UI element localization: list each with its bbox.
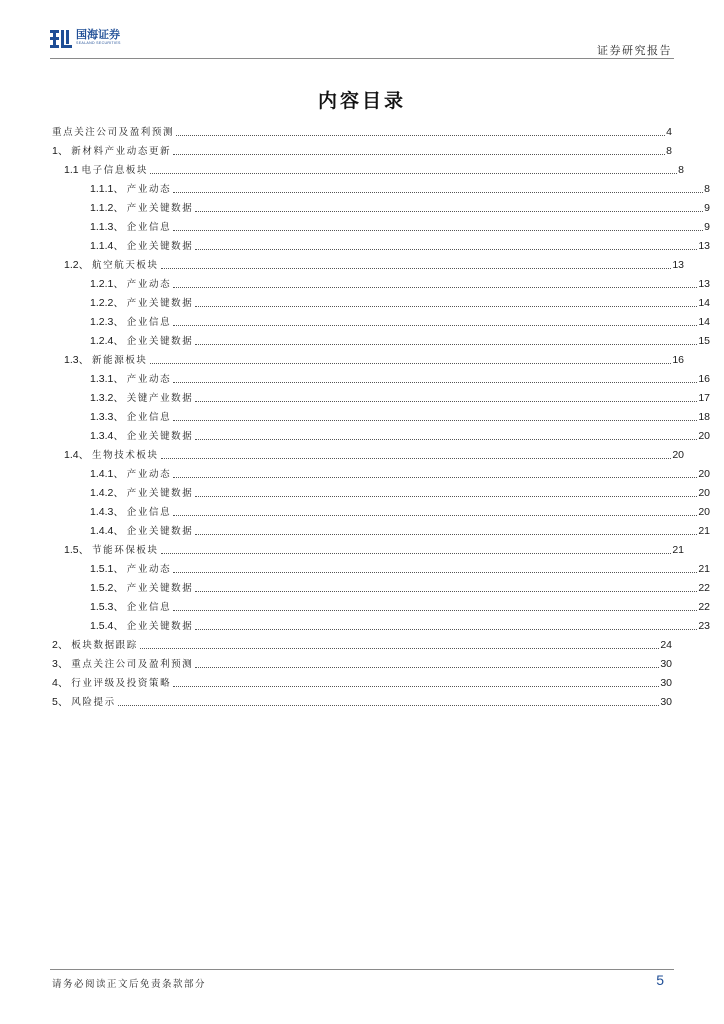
- toc-entry-title: 新材料产业动态更新: [71, 146, 172, 157]
- toc-entry-number: 1.2.3、: [90, 316, 127, 328]
- toc-entry-page: 9: [704, 221, 710, 233]
- toc-title: 内容目录: [317, 90, 406, 112]
- toc-entry-page: 14: [698, 316, 710, 328]
- toc-dot-leader: [173, 192, 703, 193]
- toc-entry[interactable]: [52, 158, 684, 177]
- toc-entry[interactable]: [52, 538, 684, 557]
- toc-entry-title: 产业关键数据: [126, 583, 194, 594]
- toc-entry-title: 企业信息: [126, 317, 172, 328]
- toc-entry-title: 企业关键数据: [126, 621, 194, 632]
- toc-entry[interactable]: [52, 196, 710, 215]
- toc-entry-title: 产业关键数据: [126, 203, 194, 214]
- toc-entry-title: 企业信息: [126, 222, 172, 233]
- company-logo: [50, 29, 121, 49]
- toc-dot-leader: [195, 306, 697, 307]
- toc-entry-page: 21: [698, 563, 710, 575]
- toc-entry-number: 1.5.1、: [90, 563, 127, 575]
- toc-dot-leader: [173, 610, 697, 611]
- toc-dot-leader: [150, 363, 672, 364]
- toc-entry[interactable]: [52, 500, 710, 519]
- toc-dot-leader: [161, 268, 672, 269]
- toc-entry[interactable]: [52, 215, 710, 234]
- page-number: 5: [656, 972, 664, 988]
- toc-entry-title: 重点关注公司及盈利预测: [52, 127, 175, 138]
- toc-entry-page: 9: [704, 202, 710, 214]
- toc-entry-number: 1.4.3、: [90, 506, 127, 518]
- toc-entry-number: 2、: [52, 639, 72, 651]
- toc-entry-number: 1.3.2、: [90, 392, 127, 404]
- toc-entry-number: 1.2.4、: [90, 335, 127, 347]
- toc-entry-title: 产业动态: [126, 279, 172, 290]
- toc-dot-leader: [195, 211, 703, 212]
- toc-dot-leader: [173, 230, 703, 231]
- footer-divider: [50, 969, 674, 970]
- toc-entry-page: 30: [660, 677, 672, 689]
- toc-entry[interactable]: [52, 481, 710, 500]
- toc-entry[interactable]: [52, 690, 672, 709]
- toc-entry-number: 1.5.2、: [90, 582, 127, 594]
- toc-entry-page: 20: [672, 449, 684, 461]
- toc-entry-title: 重点关注公司及盈利预测: [71, 659, 194, 670]
- toc-dot-leader: [173, 515, 697, 516]
- toc-entry-page: 30: [660, 696, 672, 708]
- toc-entry[interactable]: [52, 291, 710, 310]
- toc-entry-title: 关键产业数据: [126, 393, 194, 404]
- toc-entry[interactable]: [52, 367, 710, 386]
- toc-entry-title: 产业关键数据: [126, 298, 194, 309]
- toc-dot-leader: [161, 458, 672, 459]
- toc-entry-page: 13: [698, 278, 710, 290]
- toc-entry-title: 电子信息板块: [81, 165, 149, 176]
- toc-dot-leader: [173, 420, 697, 421]
- toc-dot-leader: [150, 173, 677, 174]
- toc-entry-number: 1.1.2、: [90, 202, 127, 214]
- toc-entry[interactable]: [52, 272, 710, 291]
- toc-entry-number: 1、: [52, 145, 72, 157]
- toc-entry[interactable]: [52, 443, 684, 462]
- toc-entry-page: 15: [698, 335, 710, 347]
- toc-dot-leader: [173, 572, 697, 573]
- toc-entry-number: 1.2.2、: [90, 297, 127, 309]
- toc-entry-number: 1.3、: [64, 354, 93, 366]
- toc-entry-page: 20: [698, 487, 710, 499]
- toc-entry-number: 1.3.1、: [90, 373, 127, 385]
- toc-entry-page: 21: [698, 525, 710, 537]
- toc-dot-leader: [195, 401, 697, 402]
- toc-entry[interactable]: [52, 253, 684, 272]
- toc-entry[interactable]: [52, 177, 710, 196]
- toc-dot-leader: [173, 154, 665, 155]
- footer-disclaimer: 请务必阅读正文后免责条款部分: [52, 979, 207, 990]
- toc-entry[interactable]: [52, 386, 710, 405]
- toc-entry-page: 23: [698, 620, 710, 632]
- toc-entry[interactable]: [52, 139, 672, 158]
- toc-dot-leader: [195, 534, 697, 535]
- toc-entry[interactable]: [52, 557, 710, 576]
- toc-entry-page: 13: [672, 259, 684, 271]
- toc-dot-leader: [195, 496, 697, 497]
- toc-entry-title: 生物技术板块: [92, 450, 159, 461]
- toc-dot-leader: [173, 287, 697, 288]
- toc-dot-leader: [195, 591, 697, 592]
- toc-entry[interactable]: [52, 120, 672, 139]
- toc-entry-page: 22: [698, 601, 710, 613]
- header-divider: [50, 58, 674, 59]
- toc-entry-page: 20: [698, 430, 710, 442]
- toc-entry-title: 企业信息: [126, 412, 172, 423]
- toc-dot-leader: [195, 439, 697, 440]
- toc-entry[interactable]: [52, 310, 710, 329]
- toc-dot-leader: [140, 648, 659, 649]
- toc-entry-number: 1.3.4、: [90, 430, 127, 442]
- toc-entry-title: 风险提示: [71, 697, 116, 708]
- toc-dot-leader: [195, 667, 659, 668]
- toc-entry[interactable]: [52, 652, 672, 671]
- toc-entry[interactable]: [52, 633, 672, 652]
- logo-chinese-name: 国海证券: [76, 28, 120, 41]
- toc-entry-number: 1.1.4、: [90, 240, 127, 252]
- toc-entry-number: 1.4.2、: [90, 487, 127, 499]
- toc-entry-number: 4、: [52, 677, 72, 689]
- toc-entry[interactable]: [52, 576, 710, 595]
- toc-entry-page: 8: [678, 164, 684, 176]
- toc-entry-page: 22: [698, 582, 710, 594]
- toc-entry-title: 节能环保板块: [92, 545, 159, 556]
- toc-entry-title: 企业信息: [126, 507, 172, 518]
- toc-entry-number: 1.1.1、: [90, 183, 127, 195]
- page-header: [0, 0, 724, 60]
- toc-entry-page: 20: [698, 506, 710, 518]
- toc-entry-number: 1.4、: [64, 449, 93, 461]
- toc-entry-title: 产业动态: [126, 184, 172, 195]
- toc-entry-number: 1.4.4、: [90, 525, 127, 537]
- toc-entry-title: 产业动态: [126, 374, 172, 385]
- toc-entry[interactable]: [52, 671, 672, 690]
- toc-entry-number: 3、: [52, 658, 72, 670]
- report-type-label: 证券研究报告: [597, 44, 672, 57]
- toc-entry-number: 1.5.3、: [90, 601, 127, 613]
- toc-dot-leader: [195, 344, 697, 345]
- toc-dot-leader: [173, 325, 697, 326]
- toc-entry-page: 20: [698, 468, 710, 480]
- toc-entry-title: 产业动态: [126, 564, 172, 575]
- toc-entry[interactable]: [52, 519, 710, 538]
- toc-entry-page: 16: [672, 354, 684, 366]
- toc-entry-number: 1.2、: [64, 259, 93, 271]
- toc-entry[interactable]: [52, 462, 710, 481]
- toc-entry[interactable]: [52, 234, 710, 253]
- toc-entry-page: 8: [666, 145, 672, 157]
- toc-entry-title: 企业关键数据: [126, 241, 194, 252]
- toc-entry-number: 1.2.1、: [90, 278, 127, 290]
- toc-entry-number: 1.1.3、: [90, 221, 127, 233]
- toc-entry-title: 板块数据跟踪: [71, 640, 138, 651]
- toc-entry-page: 8: [704, 183, 710, 195]
- toc-entry[interactable]: [52, 348, 684, 367]
- toc-entry-page: 18: [698, 411, 710, 423]
- sealand-logo-icon: [50, 29, 72, 49]
- toc-entry-number: 1.4.1、: [90, 468, 127, 480]
- toc-dot-leader: [173, 382, 697, 383]
- toc-dot-leader: [161, 553, 672, 554]
- toc-entry-page: 30: [660, 658, 672, 670]
- toc-dot-leader: [173, 686, 659, 687]
- toc-entry[interactable]: [52, 595, 710, 614]
- toc-entry-number: 5、: [52, 696, 72, 708]
- toc-entry-page: 21: [672, 544, 684, 556]
- toc-entry-title: 企业信息: [126, 602, 172, 613]
- toc-dot-leader: [195, 249, 697, 250]
- toc-entry[interactable]: [52, 405, 710, 424]
- toc-entry-number: 1.3.3、: [90, 411, 127, 423]
- logo-english-name: SEALAND SECURITIES: [76, 41, 121, 45]
- toc-entry-title: 航空航天板块: [92, 260, 159, 271]
- toc-entry-number: 1.5、: [64, 544, 93, 556]
- toc-entry-page: 14: [698, 297, 710, 309]
- toc-entry-page: 24: [660, 639, 672, 651]
- toc-entry[interactable]: [52, 614, 710, 633]
- toc-entry[interactable]: [52, 424, 710, 443]
- toc-entry-number: 1.5.4、: [90, 620, 127, 632]
- toc-entry-page: 17: [698, 392, 710, 404]
- toc-dot-leader: [173, 477, 697, 478]
- toc-entry-title: 产业关键数据: [126, 488, 194, 499]
- toc-dot-leader: [118, 705, 660, 706]
- toc-entry-page: 4: [666, 126, 672, 138]
- toc-entry-title: 企业关键数据: [126, 431, 194, 442]
- toc-entry-page: 16: [698, 373, 710, 385]
- toc-dot-leader: [176, 135, 665, 136]
- toc-entry-title: 企业关键数据: [126, 336, 194, 347]
- toc-entry-title: 企业关键数据: [126, 526, 194, 537]
- toc-entry[interactable]: [52, 329, 710, 348]
- toc-entry-title: 新能源板块: [92, 355, 148, 366]
- toc-entry-title: 行业评级及投资策略: [71, 678, 172, 689]
- toc-dot-leader: [195, 629, 697, 630]
- toc-entry-page: 13: [698, 240, 710, 252]
- toc-entry-title: 产业动态: [126, 469, 172, 480]
- toc-entry-number: 1.1: [64, 164, 82, 176]
